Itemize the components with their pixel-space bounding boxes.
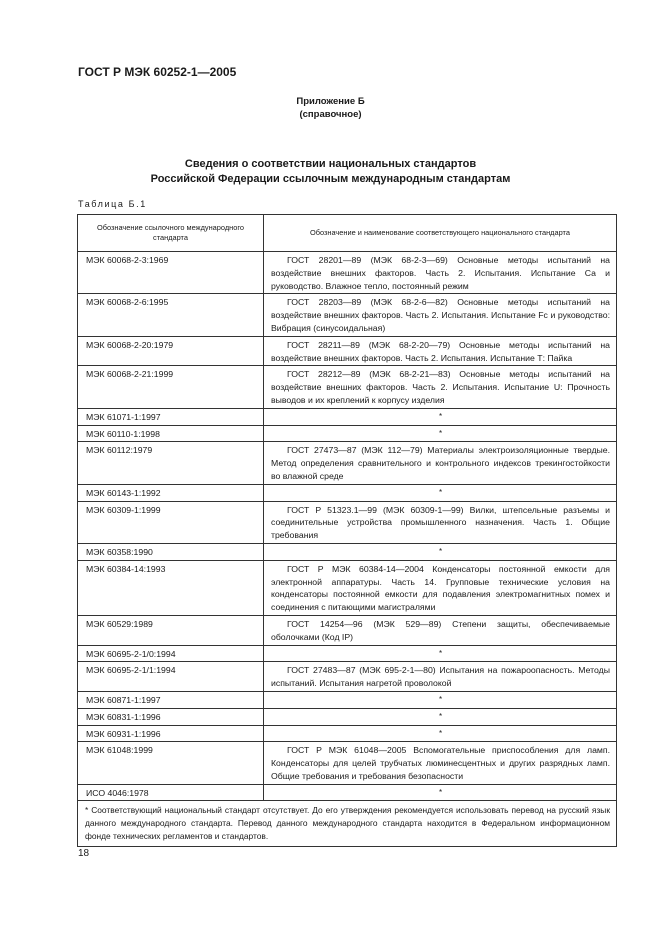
table-row [78,294,617,336]
international-standard-code: МЭК 60695-2-1/1:1994 [78,662,264,692]
national-standard-description: ГОСТ 28201—89 (МЭК 68-2-3—69) Основные методы испытаний на воздействие внешних факторов. Часть 2. Испытания. Испытание Са и руководство. Влажное тепло, постоянный режим [264,252,617,294]
national-standard-description: ГОСТ Р МЭК 60384-14—2004 Конденсаторы постоянной емкости для электронной аппаратуры. Часть 14. Групповые технические условия на конденсаторы постоянной емкости для подавления электромагнитных помех и соединения с питающими магистралями [264,560,617,615]
table-row [78,252,617,294]
national-standard-description: * [264,708,617,725]
table-row [78,708,617,725]
international-standard-code: МЭК 60529:1989 [78,615,264,645]
standards-correspondence-table [77,214,617,847]
section-heading-line-1: Сведения о соответствии национальных стандартов [184,158,477,170]
national-standard-description: * [264,543,617,560]
table-row [78,742,617,784]
column-header-international: Обозначение ссылочного международного стандарта [78,215,264,252]
table-row [78,366,617,408]
appendix-subtitle: (справочное) [299,109,362,120]
section-heading-line-2: Российской Федерации ссылочным международным стандартам [150,173,511,185]
table-row [78,560,617,615]
document-code: ГОСТ Р МЭК 60252-1—2005 [78,65,237,79]
international-standard-code: МЭК 60384-14:1993 [78,560,264,615]
national-standard-description: * [264,425,617,442]
appendix-title-block [0,95,661,121]
international-standard-code: МЭК 60068-2-21:1999 [78,366,264,408]
table-footnote: * Соответствующий национальный стандарт отсутствует. До его утверждения рекомендуется использовать перевод на русский язык данного международного стандарта. Перевод данного международного стандарта находится в Федеральном информационном фонде технических регламентов и стандартов. [78,801,617,847]
international-standard-code: МЭК 60831-1:1996 [78,708,264,725]
table-row [78,442,617,484]
table-row [78,784,617,801]
international-standard-code: ИСО 4046:1978 [78,784,264,801]
national-standard-description: ГОСТ 27473—87 (МЭК 112—79) Материалы электроизоляционные твердые. Метод определения сравнительного и контрольного индексов трекингостойкости во влажной среде [264,442,617,484]
table-footnote-row [78,801,617,847]
column-header-national: Обозначение и наименование соответствующего национального стандарта [264,215,617,252]
national-standard-description: * [264,645,617,662]
national-standard-description: ГОСТ 28211—89 (МЭК 68-2-20—79) Основные методы испытаний на воздействие внешних факторов. Часть 2. Испытания. Испытание Т: Пайка [264,336,617,366]
table-row [78,662,617,692]
national-standard-description: * [264,784,617,801]
international-standard-code: МЭК 60309-1:1999 [78,501,264,543]
international-standard-code: МЭК 60695-2-1/0:1994 [78,645,264,662]
international-standard-code: МЭК 60358:1990 [78,543,264,560]
international-standard-code: МЭК 60112:1979 [78,442,264,484]
table-row [78,725,617,742]
national-standard-description: * [264,408,617,425]
international-standard-code: МЭК 60068-2-3:1969 [78,252,264,294]
table-row [78,691,617,708]
section-heading [0,157,661,187]
national-standard-description: ГОСТ Р МЭК 61048—2005 Вспомогательные приспособления для ламп. Конденсаторы для целей трубчатых люминесцентных и других разрядных ламп. Общие требования и требования безопасности [264,742,617,784]
international-standard-code: МЭК 60143-1:1992 [78,484,264,501]
international-standard-code: МЭК 61048:1999 [78,742,264,784]
table-body [78,252,617,801]
appendix-title: Приложение Б [296,96,365,107]
table-row [78,336,617,366]
table-caption: Таблица Б.1 [78,199,147,209]
table-row [78,645,617,662]
table-header-row [78,215,617,252]
international-standard-code: МЭК 60068-2-20:1979 [78,336,264,366]
international-standard-code: МЭК 60931-1:1996 [78,725,264,742]
table-row [78,615,617,645]
international-standard-code: МЭК 60110-1:1998 [78,425,264,442]
national-standard-description: * [264,691,617,708]
table-row [78,501,617,543]
table-row [78,543,617,560]
national-standard-description: ГОСТ 28203—89 (МЭК 68-2-6—82) Основные методы испытаний на воздействие внешних факторов. Часть 2. Испытания. Испытание Fc и руководство: Вибрация (синусоидальная) [264,294,617,336]
international-standard-code: МЭК 60068-2-6:1995 [78,294,264,336]
international-standard-code: МЭК 60871-1:1997 [78,691,264,708]
table-row [78,425,617,442]
table-row [78,408,617,425]
table-row [78,484,617,501]
national-standard-description: ГОСТ Р 51323.1—99 (МЭК 60309-1—99) Вилки, штепсельные разъемы и соединительные устройства промышленного назначения. Часть 1. Общие требования [264,501,617,543]
page-number: 18 [78,848,90,859]
national-standard-description: ГОСТ 27483—87 (МЭК 695-2-1—80) Испытания на пожароопасность. Методы испытаний. Испытания нагретой проволокой [264,662,617,692]
international-standard-code: МЭК 61071-1:1997 [78,408,264,425]
national-standard-description: * [264,484,617,501]
national-standard-description: * [264,725,617,742]
national-standard-description: ГОСТ 14254—96 (МЭК 529—89) Степени защиты, обеспечиваемые оболочками (Код IP) [264,615,617,645]
national-standard-description: ГОСТ 28212—89 (МЭК 68-2-21—83) Основные методы испытаний на воздействие внешних факторов. Часть 2. Испытания. Испытание U: Прочность выводов и их креплений к корпусу изделия [264,366,617,408]
